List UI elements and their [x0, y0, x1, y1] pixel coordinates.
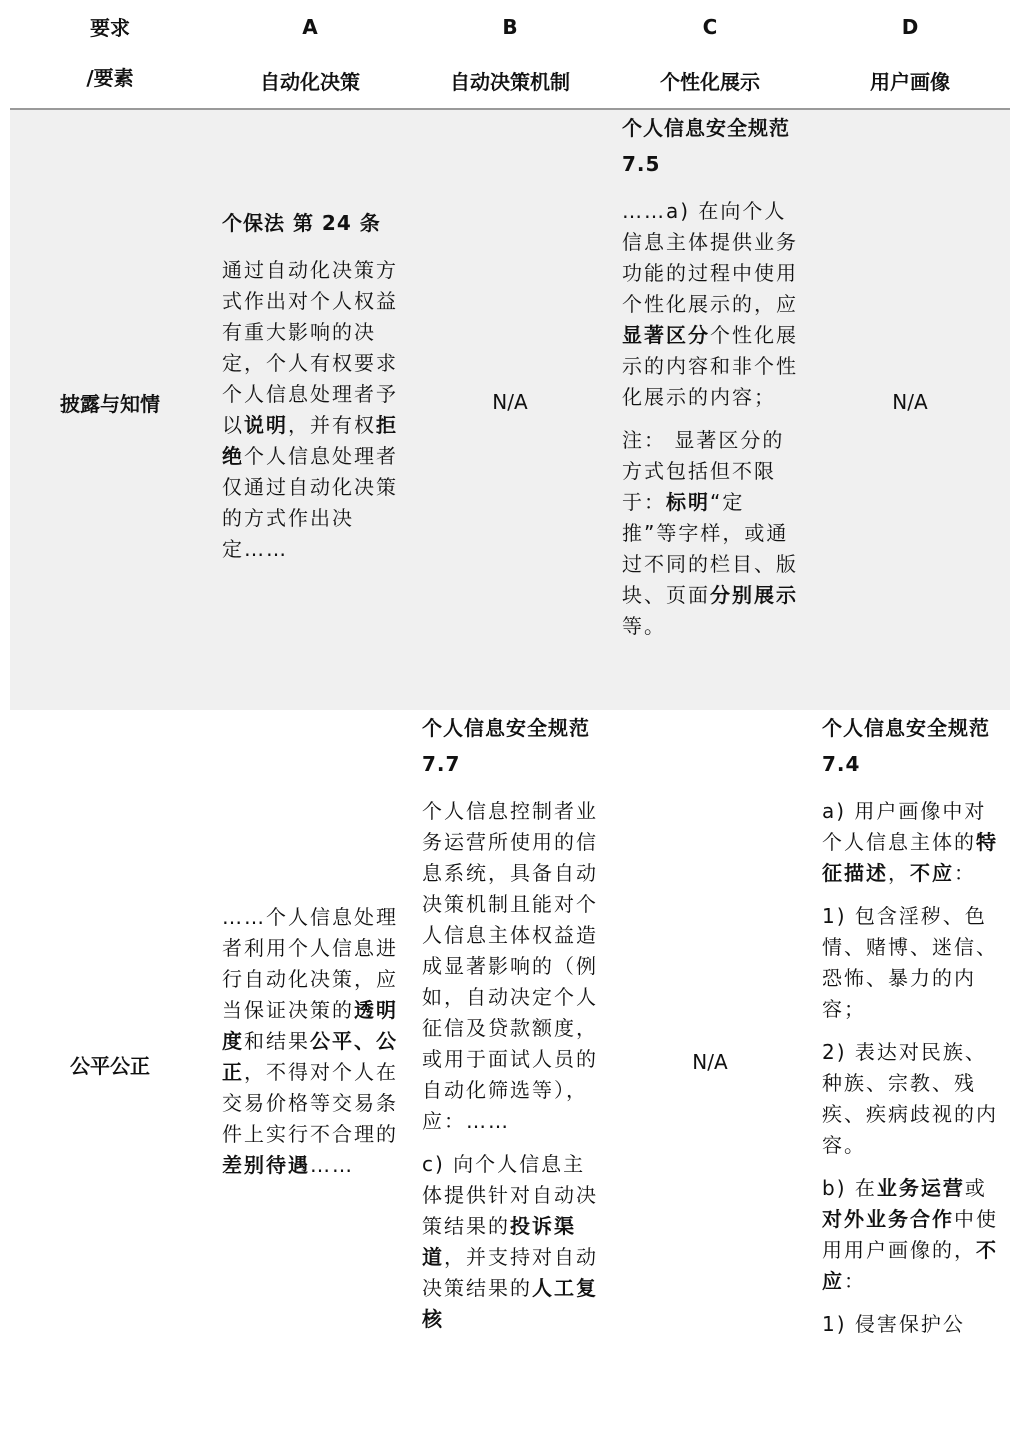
header-title: 自动化决策: [260, 70, 360, 94]
table-row-disclosure: [10, 110, 1010, 710]
cell-paragraph: 1) 包含淫秽、色情、赌博、迷信、恐怖、暴力的内容；: [822, 904, 998, 1021]
cell-row1-c: [622, 110, 798, 654]
cell-title: 个人信息安全规范 7.5: [622, 116, 790, 176]
cell-row1-b: N/A: [492, 390, 528, 414]
cell-paragraph: 通过自动化决策方式作出对个人权益有重大影响的决定，个人有权要求个人信息处理者予以说明，并有权拒绝个人信息处理者仅通过自动化决策的方式作出决定……: [222, 258, 398, 561]
cell-paragraph: a) 用户画像中对个人信息主体的特征描述，不应：: [822, 799, 998, 885]
cell-paragraph: 个人信息控制者业务运营所使用的信息系统，具备自动决策机制且能对个人信息主体权益造成显著影响的（例如，自动决定个人征信及贷款额度，或用于面试人员的自动化筛选等），应：……: [422, 799, 598, 1133]
header-line1: 要求: [90, 16, 130, 40]
header-title: 自动决策机制: [450, 70, 570, 94]
row-label: 披露与知情: [60, 392, 160, 416]
cell-row2-a: [222, 902, 398, 1193]
cell-row1-d: N/A: [892, 390, 928, 414]
table-header: [10, 0, 1010, 110]
cell-title: 个人信息安全规范 7.7: [422, 716, 590, 776]
cell-title: 个保法 第 24 条: [222, 211, 381, 235]
cell-row1-a: [222, 205, 398, 577]
cell-row2-b: [422, 710, 598, 1347]
cell-paragraph: c) 向个人信息主体提供针对自动决策结果的投诉渠道，并支持对自动决策结果的人工复核: [422, 1152, 598, 1331]
cell-paragraph: 1) 侵害保护公: [822, 1312, 965, 1336]
header-title: 用户画像: [870, 70, 950, 94]
header-letter: D: [901, 15, 919, 39]
table-row-fairness: [10, 710, 1010, 1430]
header-title: 个性化展示: [660, 70, 760, 94]
cell-paragraph: b) 在业务运营或对外业务合作中使用用户画像的，不应：: [822, 1176, 998, 1293]
cell-title: 个人信息安全规范 7.4: [822, 716, 990, 776]
header-letter: C: [702, 15, 718, 39]
cell-row2-c: N/A: [692, 1050, 728, 1074]
header-letter: B: [502, 15, 518, 39]
row-label: 公平公正: [70, 1054, 150, 1078]
cell-paragraph: 2) 表达对民族、种族、宗教、残疾、疾病歧视的内容。: [822, 1040, 998, 1157]
cell-paragraph: ……个人信息处理者利用个人信息进行自动化决策，应当保证决策的透明度和结果公平、公正，不得对个人在交易价格等交易条件上实行不合理的差别待遇……: [222, 905, 398, 1177]
cell-row2-d: [822, 710, 998, 1352]
requirements-table: [10, 0, 1010, 1430]
header-line2: /要素: [86, 66, 134, 90]
cell-paragraph: 注： 显著区分的方式包括但不限于：标明“定推”等字样，或通过不同的栏目、版块、页面分别展示等。: [622, 428, 798, 638]
cell-paragraph: ……a) 在向个人信息主体提供业务功能的过程中使用个性化展示的，应显著区分个性化展示的内容和非个性化展示的内容；: [622, 199, 798, 409]
header-letter: A: [302, 15, 318, 39]
